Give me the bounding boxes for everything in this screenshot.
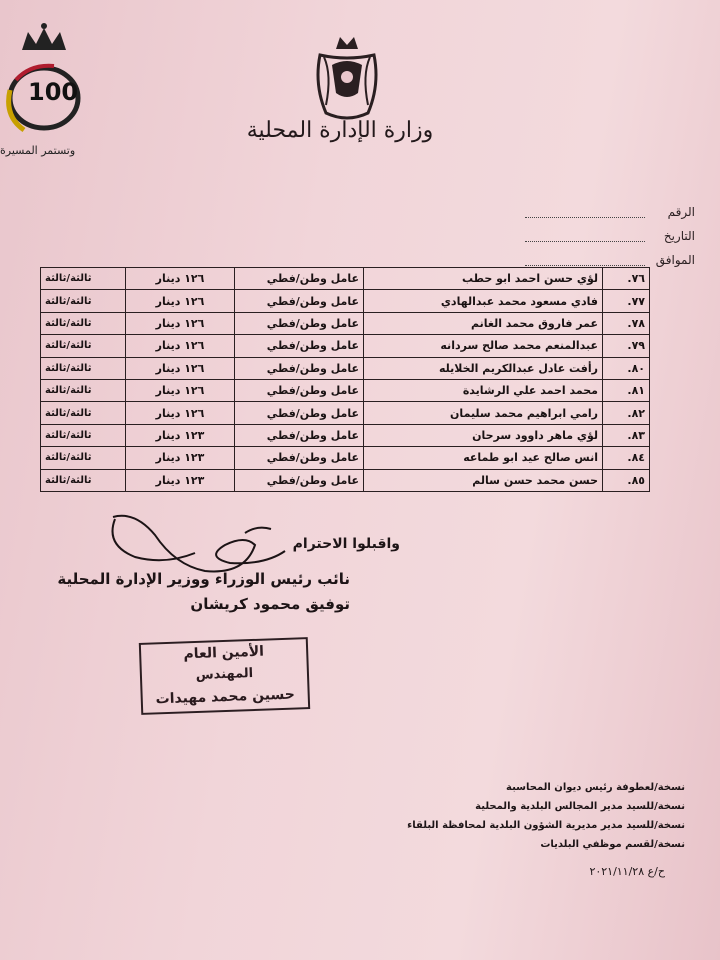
table-row (41, 268, 650, 290)
row-number-cell: ٨٥. (603, 469, 650, 491)
ministry-name: وزارة الإدارة المحلية (246, 118, 434, 143)
salary-cell: ١٢٦ دينار (126, 290, 235, 312)
grade-cell: ثالثة/ثالثة (41, 290, 126, 312)
grade-cell: ثالثة/ثالثة (41, 424, 126, 446)
stamp-subtitle: المهندس (195, 666, 254, 683)
footer-date: ح/ع ٢٠٢١/١١/٢٨ (589, 865, 665, 878)
copy-line: نسخة/للسيد مدير المجالس البلدية والمحلية (475, 801, 685, 812)
table-row (41, 402, 650, 424)
dotted-line (525, 217, 645, 218)
grade-cell: ثالثة/ثالثة (41, 312, 126, 334)
ref-date-label: التاريخ (663, 229, 695, 243)
table-row (41, 290, 650, 312)
stamp-name: حسين محمد مهيدات (155, 686, 296, 708)
job-category-cell: عامل وطن/فطي (235, 312, 364, 334)
job-category-cell: عامل وطن/فطي (235, 290, 364, 312)
coat-of-arms-emblem (312, 35, 382, 120)
employee-name-cell: لؤي ماهر داوود سرحان (364, 424, 603, 446)
grade-cell: ثالثة/ثالثة (41, 335, 126, 357)
table-row (41, 379, 650, 401)
stamp-title: الأمين العام (183, 643, 265, 663)
row-number-cell: ٨١. (603, 379, 650, 401)
job-category-cell: عامل وطن/فطي (235, 335, 364, 357)
row-number-cell: ٧٦. (603, 268, 650, 290)
copies-list (407, 778, 685, 854)
job-category-cell: عامل وطن/فطي (235, 424, 364, 446)
centenary-logo (0, 20, 95, 157)
employee-name-cell: انس صالح عيد ابو طماعه (364, 447, 603, 469)
ref-number-label: الرقم (667, 205, 695, 219)
logo-tagline: وتستمر المسيرة (0, 144, 76, 157)
grade-cell: ثالثة/ثالثة (41, 469, 126, 491)
row-number-cell: ٨٢. (603, 402, 650, 424)
copy-line: نسخة/لقسم موظفي البلديات (540, 839, 685, 850)
employee-name-cell: عبدالمنعم محمد صالح سردانه (364, 335, 603, 357)
employee-name-cell: رأفت عادل عبدالكريم الخلايله (364, 357, 603, 379)
row-number-cell: ٨٣. (603, 424, 650, 446)
salary-cell: ١٢٦ دينار (126, 402, 235, 424)
job-category-cell: عامل وطن/فطي (235, 379, 364, 401)
employee-name-cell: لؤي حسن احمد ابو حطب (364, 268, 603, 290)
row-number-cell: ٧٨. (603, 312, 650, 334)
job-category-cell: عامل وطن/فطي (235, 469, 364, 491)
grade-cell: ثالثة/ثالثة (41, 357, 126, 379)
copy-line: نسخة/للسيد مدير مديرية الشؤون البلدية لمحافظة البلقاء (407, 820, 685, 831)
dotted-line (525, 265, 645, 266)
salary-cell: ١٢٦ دينار (126, 379, 235, 401)
row-number-cell: ٨٤. (603, 447, 650, 469)
salary-cell: ١٢٦ دينار (126, 335, 235, 357)
grade-cell: ثالثة/ثالثة (41, 268, 126, 290)
salary-cell: ١٢٣ دينار (126, 447, 235, 469)
job-category-cell: عامل وطن/فطي (235, 268, 364, 290)
table-row (41, 312, 650, 334)
salary-cell: ١٢٦ دينار (126, 312, 235, 334)
table-row (41, 469, 650, 491)
secretary-general-stamp (139, 637, 310, 715)
job-category-cell: عامل وطن/فطي (235, 357, 364, 379)
grade-cell: ثالثة/ثالثة (41, 447, 126, 469)
ref-number-line (525, 205, 695, 225)
job-category-cell: عامل وطن/فطي (235, 402, 364, 424)
table-row (41, 447, 650, 469)
salary-cell: ١٢٣ دينار (126, 424, 235, 446)
salary-cell: ١٢٣ دينار (126, 469, 235, 491)
salary-cell: ١٢٦ دينار (126, 268, 235, 290)
row-number-cell: ٧٩. (603, 335, 650, 357)
logo-number: 100 (28, 78, 79, 106)
employee-name-cell: رامي ابراهيم محمد سليمان (364, 402, 603, 424)
copy-line: نسخة/لعطوفة رئيس ديوان المحاسبة (506, 782, 685, 793)
grade-cell: ثالثة/ثالثة (41, 379, 126, 401)
grade-cell: ثالثة/ثالثة (41, 402, 126, 424)
table-row (41, 335, 650, 357)
emblem-icon (312, 35, 382, 120)
signer-name: توفيق محمود كريشان (190, 595, 350, 613)
salary-cell: ١٢٦ دينار (126, 357, 235, 379)
table-row (41, 357, 650, 379)
employee-name-cell: عمر فاروق محمد الغانم (364, 312, 603, 334)
ref-corresponding-label: الموافق (655, 253, 695, 267)
ref-date-line (525, 229, 695, 249)
employees-table (40, 267, 650, 492)
dotted-line (525, 241, 645, 242)
job-category-cell: عامل وطن/فطي (235, 447, 364, 469)
closing-regards: واقبلوا الاحترام (292, 536, 400, 552)
employee-name-cell: محمد احمد علي الرشايدة (364, 379, 603, 401)
row-number-cell: ٨٠. (603, 357, 650, 379)
employee-name-cell: فادي مسعود محمد عبدالهادي (364, 290, 603, 312)
employee-name-cell: حسن محمد حسن سالم (364, 469, 603, 491)
signer-title: نائب رئيس الوزراء ووزير الإدارة المحلية (57, 570, 350, 588)
table-row (41, 424, 650, 446)
row-number-cell: ٧٧. (603, 290, 650, 312)
